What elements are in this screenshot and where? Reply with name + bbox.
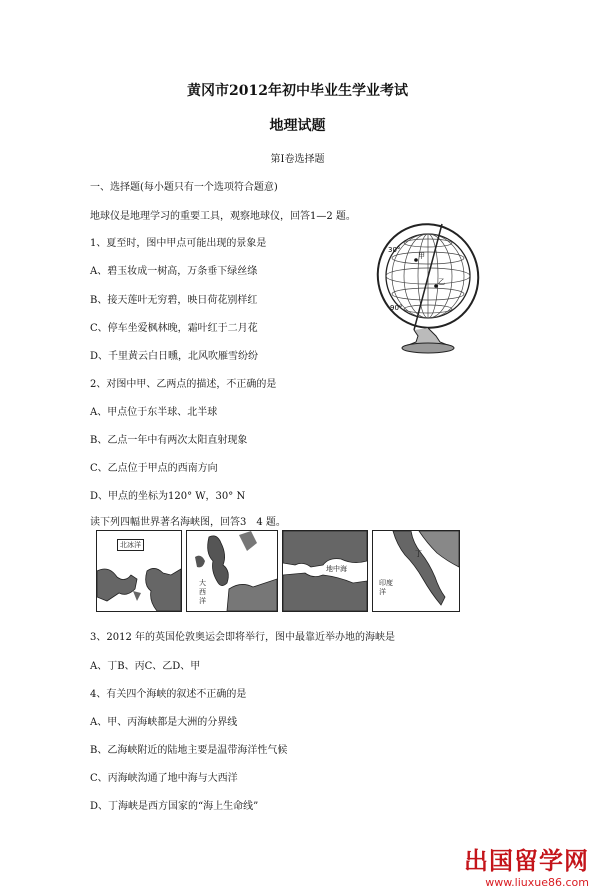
strait-map-4	[372, 530, 460, 612]
globe-label-90: 90°	[390, 304, 403, 312]
globe-label-30: 30°	[388, 246, 401, 254]
strait-label-mediterranean: 地中海	[326, 565, 347, 573]
strait-label-atlantic: 大西洋	[199, 579, 206, 605]
question-2-option-a: A、甲点位于东半球、北半球	[90, 407, 218, 418]
strait-map-2	[186, 530, 278, 612]
strait-map-3	[282, 530, 368, 612]
watermark-url: www.liuxue86.com	[485, 876, 589, 889]
strait-label-ding: 丁	[415, 550, 422, 558]
globe-label-jia: 甲	[418, 252, 425, 260]
intro-globe: 地球仪是地理学习的重要工具，观察地球仪，回答1—2 题。	[90, 211, 356, 222]
intro-straits: 读下列四幅世界著名海峡图，回答3 4 题。	[90, 517, 286, 528]
question-1-stem: 1、夏至时，图中甲点可能出现的景象是	[90, 238, 267, 249]
question-1-option-a: A、碧玉妆成一树高，万条垂下绿丝绦	[90, 266, 258, 277]
exam-title: 黄冈市2012年初中毕业生学业考试	[187, 83, 408, 99]
question-1-option-c: C、停车坐爱枫林晚，霜叶红于二月花	[90, 323, 258, 334]
watermark-brand: 出国留学网	[464, 847, 589, 875]
site-watermark	[464, 841, 589, 889]
strait-label-arctic: 北冰洋	[117, 539, 144, 551]
question-1-option-b: B、接天莲叶无穷碧，映日荷花别样红	[90, 295, 258, 306]
question-3-stem: 3、2012 年的英国伦敦奥运会即将举行，图中最靠近举办地的海峡是	[90, 632, 395, 643]
question-4-option-b: B、乙海峡附近的陆地主要是温带海洋性气候	[90, 745, 288, 756]
strait-label-indian: 印度洋	[379, 579, 393, 596]
globe-label-yi: 乙	[438, 278, 445, 286]
globe-figure	[376, 218, 486, 358]
question-2-option-b: B、乙点一年中有两次太阳直射现象	[90, 435, 248, 446]
question-4-stem: 4、有关四个海峡的叙述不正确的是	[90, 689, 247, 700]
question-4-option-a: A、甲、丙海峡都是大洲的分界线	[90, 717, 238, 728]
exam-subtitle: 地理试题	[269, 118, 326, 134]
question-3-options: A、丁B、丙C、乙D、甲	[90, 661, 201, 672]
question-2-option-d: D、甲点的坐标为120° W，30° N	[90, 491, 246, 502]
question-4-option-c: C、丙海峡沟通了地中海与大西洋	[90, 773, 238, 784]
question-1-option-d: D、千里黄云白日曛，北风吹雁雪纷纷	[90, 351, 259, 362]
question-2-option-c: C、乙点位于甲点的西南方向	[90, 463, 218, 474]
part-heading: 一、选择题(每小题只有一个选项符合题意)	[90, 182, 278, 193]
question-2-stem: 2、对图中甲、乙两点的描述，不正确的是	[90, 379, 277, 390]
strait-map-1	[96, 530, 182, 612]
question-4-option-d: D、丁海峡是西方国家的“海上生命线”	[90, 801, 259, 812]
section-heading: 第Ⅰ卷选择题	[270, 154, 325, 165]
